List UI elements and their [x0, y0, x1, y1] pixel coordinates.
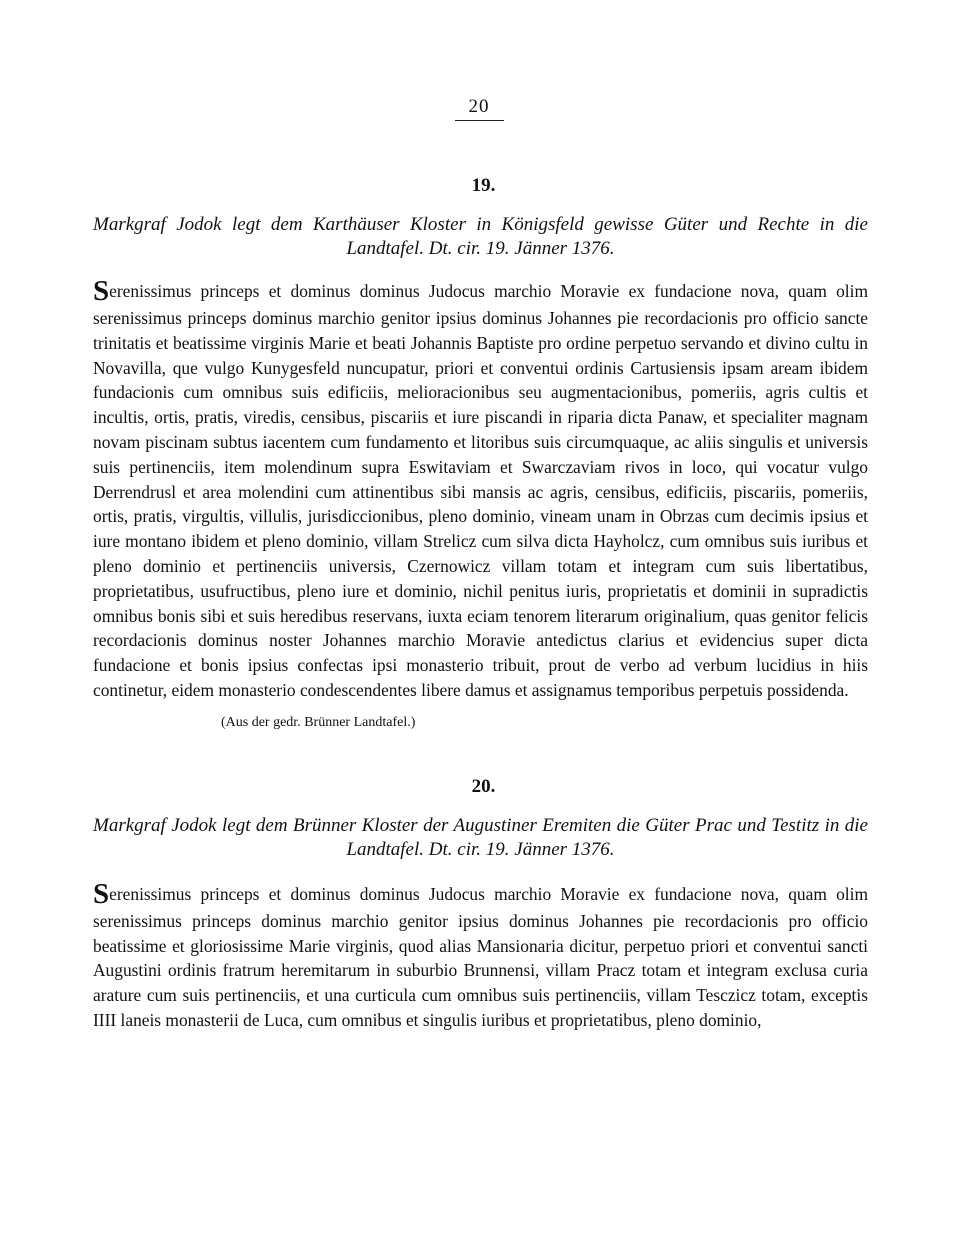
page-number-wrap: [279, 96, 679, 121]
document-body-text: erenissimus princeps et dominus dominus Judocus marchio Moravie ex fundacione nova, quam olim serenissimus princeps dominus marchio genitor ipsius dominus Johannes pie recordacionis pro officio sancte trinitatis et beatissime virginis Marie et beati Johannis Baptiste pro ordine perpetuo servando et divino cultu in Novavilla, que vulgo Kunygesfeld nuncupatur, priori et conventui ordinis Cartusiensis ipsam aream ibidem fundacionis cum omnibus suis edificiis, melioracionibus seu augmentacionibus, pomeriis, agris cultis et incultis, ortis, pratis, viredis, censibus, piscariis et iure piscandi in riparia dicta Panaw, et specialiter magnam novam piscinam subtus iacentem cum fundamento et litoribus suis circumquaque, ac aliis singulis et universis suis pertinenciis, item molendinum supra Eswitaviam et Swarczaviam rivos in loco, qui vocatur vulgo Derrendrusl et area molendini cum attinentibus sibi mansis ac agris, censibus, edificiis, piscariis, pomeriis, ortis, pratis, virgultis, villulis, jurisdiccionibus, pleno dominio, vineam unam in Obrzas cum decimis ipsius et iure montano ibidem et pleno dominio, villam Strelicz cum silva dicta Hayholcz, cum omnibus suis iuribus et pleno dominio et pertinenciis universis, Czernowicz villam totam et integram cum suis libertatibus, proprietatibus, usufructibus, pleno iure et dominio, nichil penitus iuris, proprietatis et dominii in supradictis omnibus bonis sibi et suis heredibus reservans, iuxta eciam tenorem literarum originalium, quas genitor felicis recordacionis dominus noster Johannes marchio Moravie antedictus clarius et evidencius super dicta fundacione et bonis ipsius confectas ipsi monasterio tribuit, prout de verbo ad verbum lucidius in hiis continetur, eidem monasterio condescendentes libere damus et assignamus temporibus perpetuis possidenda.: [93, 281, 868, 700]
document-title: Markgraf Jodok legt dem Brünner Kloster der Augustiner Eremiten die Güter Prac und Testitz in die Landtafel. Dt. cir. 19. Jänner 1376.: [93, 814, 868, 860]
document-number: 19.: [471, 175, 496, 196]
document-page: [93, 96, 868, 1033]
document-title: Markgraf Jodok legt dem Karthäuser Kloster in Königsfeld gewisse Güter und Rechte in die Landtafel. Dt. cir. 19. Jänner 1376.: [93, 214, 868, 259]
page-number: 20: [455, 96, 504, 121]
document-body-text: erenissimus princeps et dominus dominus Judocus marchio Moravie ex fundacione nova, quam olim serenissimus princeps dominus marchio genitor ipsius dominus Johannes pie recordacionis pro officio beatissime et gloriosissime Marie virginis, quod alias Mansionaria dicitur, perpetuo priori et conventui sancti Augustini ordinis fratrum heremitarum in suburbio Brunnensi, villam Pracz totam et integram exclusa curia arature cum suis pertinenciis, et una curticula cum omnibus suis pertinenciis, villam Tesczicz totam, exceptis IIII laneis monasterii de Luca, cum omnibus et singulis iuribus et proprietatibus, pleno dominio,: [93, 883, 868, 1030]
document-body: [93, 277, 868, 703]
source-note: (Aus der gedr. Brünner Landtafel.): [221, 714, 416, 730]
document-body: [93, 877, 868, 1033]
initial-letter: S: [93, 275, 110, 307]
initial-letter: S: [93, 877, 110, 910]
document-number: 20.: [471, 775, 496, 797]
